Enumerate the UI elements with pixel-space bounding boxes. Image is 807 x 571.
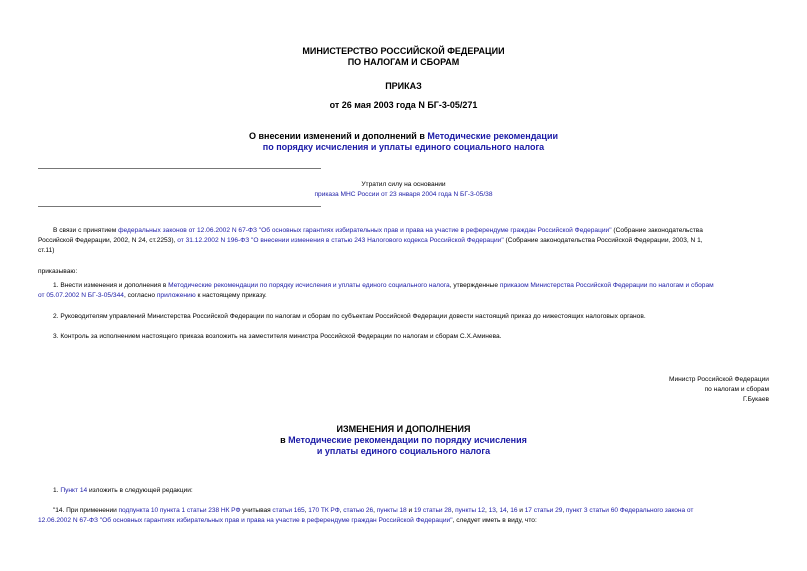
article-28-link[interactable]: 19 статьи 28 (413, 507, 452, 514)
p14-sep-e: , (373, 507, 377, 514)
annex-guidelines-link-2[interactable]: и уплаты единого социального налога (316, 446, 491, 456)
law-link-196fz[interactable]: от 31.12.2002 N 196-ФЗ "О внесении изменения в статью 243 Налогового кодекса Российской Федерации" (177, 237, 504, 244)
preamble-line-3: ст.11) (38, 247, 55, 254)
preamble-text-c: Российской Федерации, 2002, N 24, ст.2253), (38, 237, 178, 244)
subject-prefix: О внесении изменений и дополнений в (248, 131, 428, 141)
point-16-link[interactable]: 16 (510, 507, 518, 514)
p14-sep-f: и (406, 507, 414, 514)
points-18-link[interactable]: пункты 18 (376, 507, 407, 514)
divider-top (38, 168, 321, 169)
subject-link-2[interactable]: по порядку исчисления и уплаты единого социального налога (262, 142, 545, 152)
labor-code-170-link[interactable]: 170 ТК РФ (308, 507, 340, 514)
tax-code-238-link[interactable]: подпункта 10 пункта 1 статьи 238 НК РФ (118, 507, 241, 514)
item-1-text-a: 1. Внести изменения и дополнения в (53, 282, 169, 289)
annex-item-1 (38, 486, 770, 496)
p14-sep-l: , (562, 507, 566, 514)
doc-date-number: от 26 мая 2003 года N БГ-3-05/271 (329, 100, 478, 110)
p14-sep-h: , (485, 507, 489, 514)
ministry-line-1: МИНИСТЕРСТВО РОССИЙСКОЙ ФЕДЕРАЦИИ (302, 46, 505, 56)
status-link[interactable]: приказа МНС России от 23 января 2004 года N БГ-3-05/38 (314, 191, 493, 198)
ministry-line-2: ПО НАЛОГАМ И СБОРАМ (347, 57, 460, 67)
divider-bottom (38, 206, 321, 207)
item-3: 3. Контроль за исполнением настоящего приказа возложить на заместителя министра Российской Федерации по налогам и сборам С.Х.Аминева. (53, 333, 502, 340)
doc-subject-line-2 (0, 142, 807, 153)
preamble-text-b: (Собрание законодательства (611, 227, 703, 234)
p14-sep-g: , (451, 507, 456, 514)
preamble-text-a: В связи с принятием (53, 227, 119, 234)
annex-title: ИЗМЕНЕНИЯ И ДОПОЛНЕНИЯ (336, 424, 471, 434)
article-29-link[interactable]: 17 статьи 29 (524, 507, 563, 514)
p14-sep-j: , (506, 507, 511, 514)
item-1-text-c: , согласно (123, 292, 157, 299)
p14-sep-d: , (339, 507, 344, 514)
guidelines-link[interactable]: Методические рекомендации по порядку исчисления и уплаты единого социального налога (168, 282, 450, 289)
p14-sep-c: , (304, 507, 309, 514)
p14-text-b: учитывая (240, 507, 273, 514)
doc-type: ПРИКАЗ (385, 81, 422, 91)
item-1-text-b: , утвержденные (449, 282, 500, 289)
points-12-link[interactable]: пункты 12 (455, 507, 486, 514)
annex-subtitle-line-1 (0, 435, 807, 446)
ministry-order-link[interactable]: приказом Министерства Российской Федерации по налогам и сборам (499, 282, 714, 289)
law-67fz-link-2[interactable]: 12.06.2002 N 67-ФЗ "Об основных гарантиях избирательных прав и права на участие в референдуме граждан Российской Федерации" (38, 517, 453, 524)
preamble-line-1 (38, 226, 770, 236)
signature-title: Министр Российской Федерации (668, 376, 769, 383)
law-link-67fz[interactable]: федеральных законов от 12.06.2002 N 67-ФЗ "Об основных гарантиях избирательных прав и права на участие в референдуме граждан Российской Федерации" (118, 227, 612, 234)
p14-text-a: "14. При применении (53, 507, 119, 514)
signature-name: Г.Букаев (743, 396, 769, 403)
preamble-line-2 (38, 236, 770, 246)
annex-item-1-text: изложить в следующей редакции: (87, 487, 193, 494)
order-word: приказываю: (38, 268, 78, 275)
item-1-text-d: к настоящему приказу. (195, 292, 267, 299)
annex-item-1-num: 1. (53, 487, 61, 494)
status-line (0, 190, 807, 200)
point-14b-link[interactable]: 14 (499, 507, 507, 514)
annex-link[interactable]: приложению (156, 292, 196, 299)
status-text: Утратил силу на основании (361, 181, 446, 188)
p14-sep-i: , (495, 507, 500, 514)
item-2: 2. Руководителям управлений Министерства Российской Федерации по налогам и сборам по субъектам Российской Федерации довести настоящий приказ до нижестоящих налоговых органов. (53, 313, 646, 320)
ministry-order-date-link[interactable]: от 05.07.2002 N БГ-3-05/344 (38, 292, 124, 299)
preamble-text-d: (Собрание законодательства Российской Федерации, 2003, N 1, (503, 237, 703, 244)
article-60-link[interactable]: пункт 3 статьи 60 Федерального закона от (565, 507, 694, 514)
p14-sep-k: и (517, 507, 525, 514)
signature-subtitle: по налогам и сборам (704, 386, 769, 393)
item-1-line-2 (38, 291, 770, 301)
annex-guidelines-link-1[interactable]: Методические рекомендации по порядку исчисления (288, 435, 527, 445)
point-14-line-2 (38, 516, 770, 526)
item-1-line-1 (38, 281, 770, 291)
doc-subject-line-1 (0, 131, 807, 142)
article-26-link[interactable]: статью 26 (343, 507, 374, 514)
subject-link-1[interactable]: Методические рекомендации (427, 131, 559, 141)
annex-subtitle-line-2 (0, 446, 807, 457)
point-14-line-1 (38, 506, 770, 516)
point-14-link[interactable]: Пункт 14 (60, 487, 88, 494)
point-13-link[interactable]: 13 (488, 507, 496, 514)
p14-text-m: , следует иметь в виду, что: (452, 517, 537, 524)
labor-code-165-link[interactable]: статьи 165 (272, 507, 305, 514)
annex-prefix: в (280, 435, 289, 445)
